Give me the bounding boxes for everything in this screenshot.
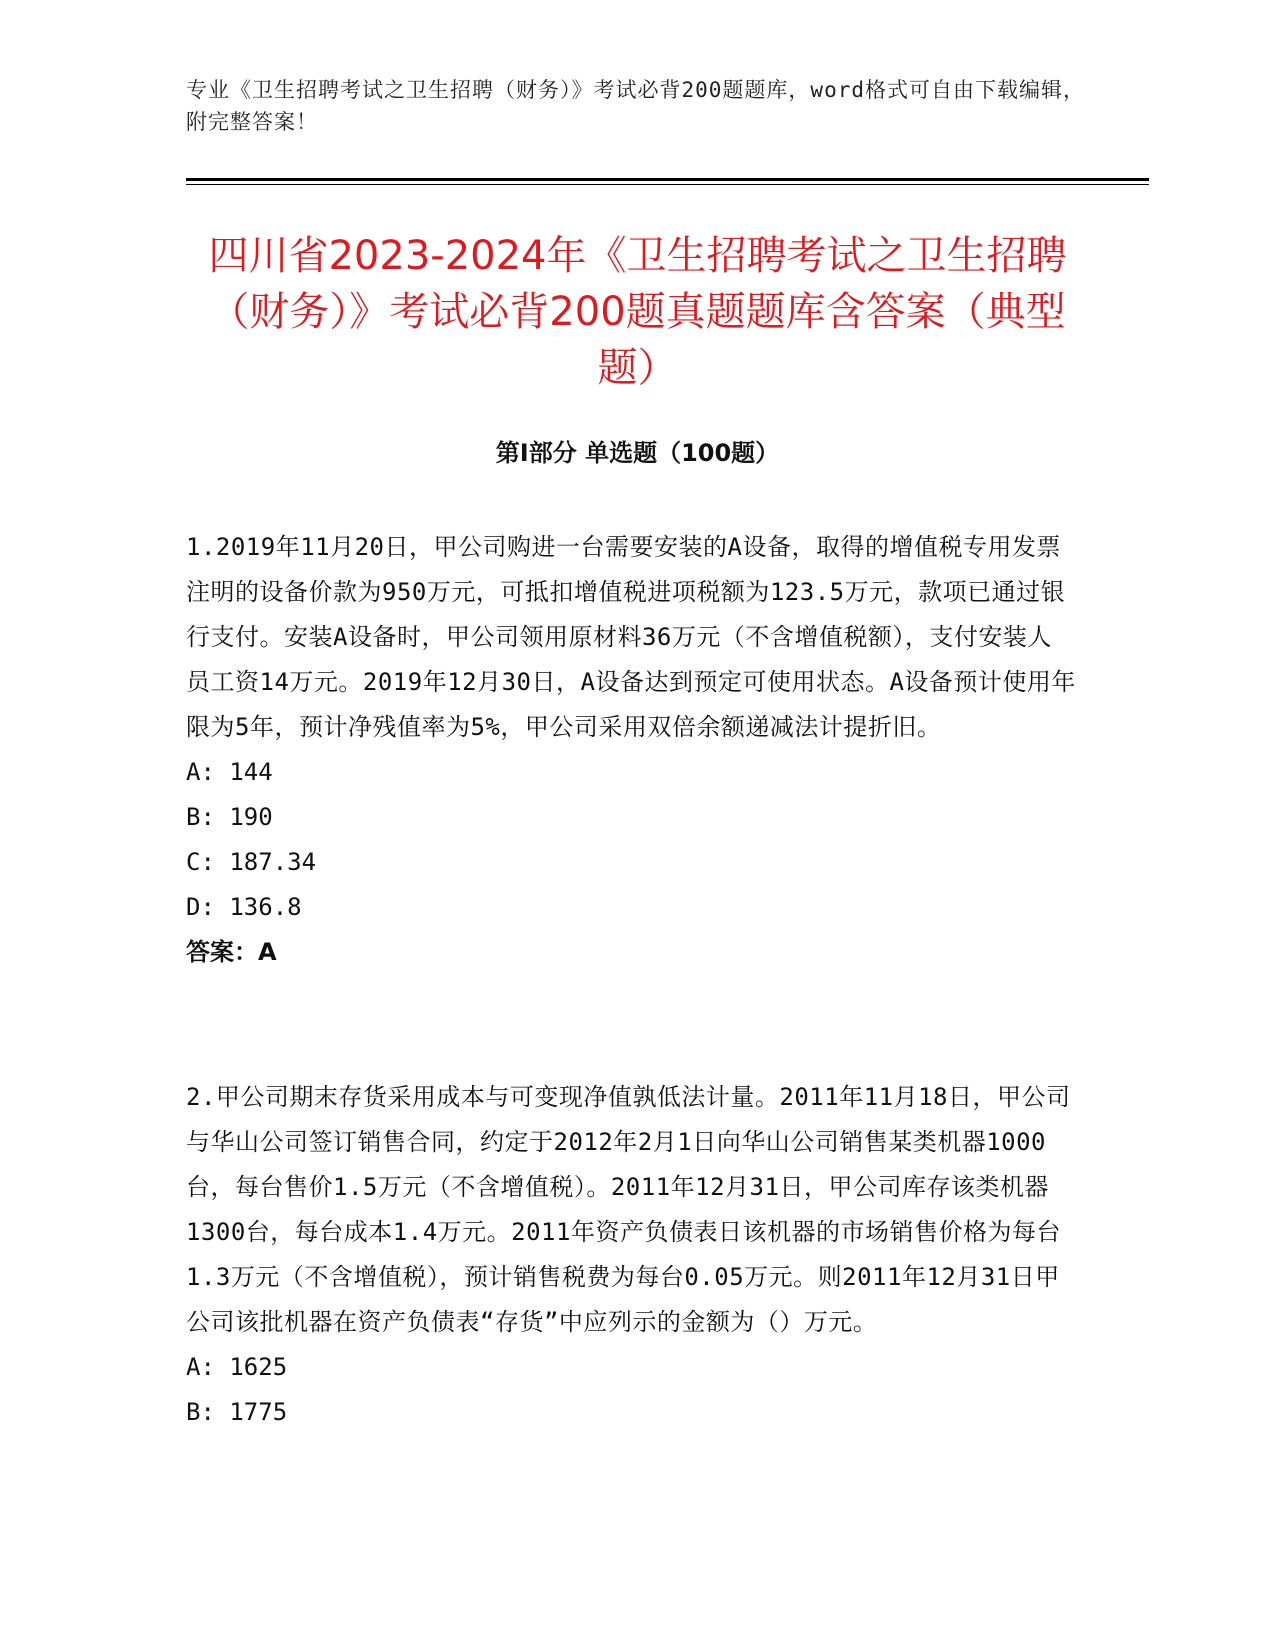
question-stem: 2.甲公司期末存货采用成本与可变现净值孰低法计量。2011年11月18日，甲公司与华山公司签订销售合同，约定于2012年2月1日向华山公司销售某类机器1000台，每台售价1.5万元（不含增值税）。2011年12月31日，甲公司库存该类机器1300台，每台成本1.4万元。2011年资产负债表日该机器的市场销售价格为每台1.3万元（不含增值税），预计销售税费为每台0.05万元。则2011年12月31日甲公司该批机器在资产负债表“存货”中应列示的金额为（）万元。 bbox=[186, 1083, 1071, 1336]
option-a: A: 1625 bbox=[186, 1353, 288, 1381]
answer-line: 答案：A bbox=[186, 938, 277, 966]
option-b: B: 190 bbox=[186, 803, 273, 831]
question-stem: 1.2019年11月20日，甲公司购进一台需要安装的A设备，取得的增值税专用发票注明的设备价款为950万元，可抵扣增值税进项税额为123.5万元，款项已通过银行支付。安装A设备时，甲公司领用原材料36万元（不含增值税额），支付安装人员工资14万元。2019年12月30日，A设备达到预定可使用状态。A设备预计使用年限为5年，预计净残值率为5%，甲公司采用双倍余额递减法计提折旧。 bbox=[186, 533, 1076, 741]
option-d: D: 136.8 bbox=[186, 893, 302, 921]
header-divider-thin bbox=[186, 184, 1149, 185]
section-title: 第Ⅰ部分 单选题（100题） bbox=[495, 439, 780, 467]
header-note: 专业《卫生招聘考试之卫生招聘（财务）》考试必背200题题库，word格式可自由下载编辑，附完整答案！ bbox=[186, 78, 1085, 134]
question-1 bbox=[186, 525, 1076, 975]
document-title: 四川省2023-2024年《卫生招聘考试之卫生招聘（财务）》考试必背200题真题题库含答案（典型题） bbox=[208, 233, 1067, 391]
option-c: C: 187.34 bbox=[186, 848, 317, 876]
option-a: A: 144 bbox=[186, 758, 273, 786]
question-2 bbox=[186, 1075, 1076, 1435]
header-divider-thick bbox=[186, 178, 1149, 181]
option-b: B: 1775 bbox=[186, 1398, 288, 1426]
